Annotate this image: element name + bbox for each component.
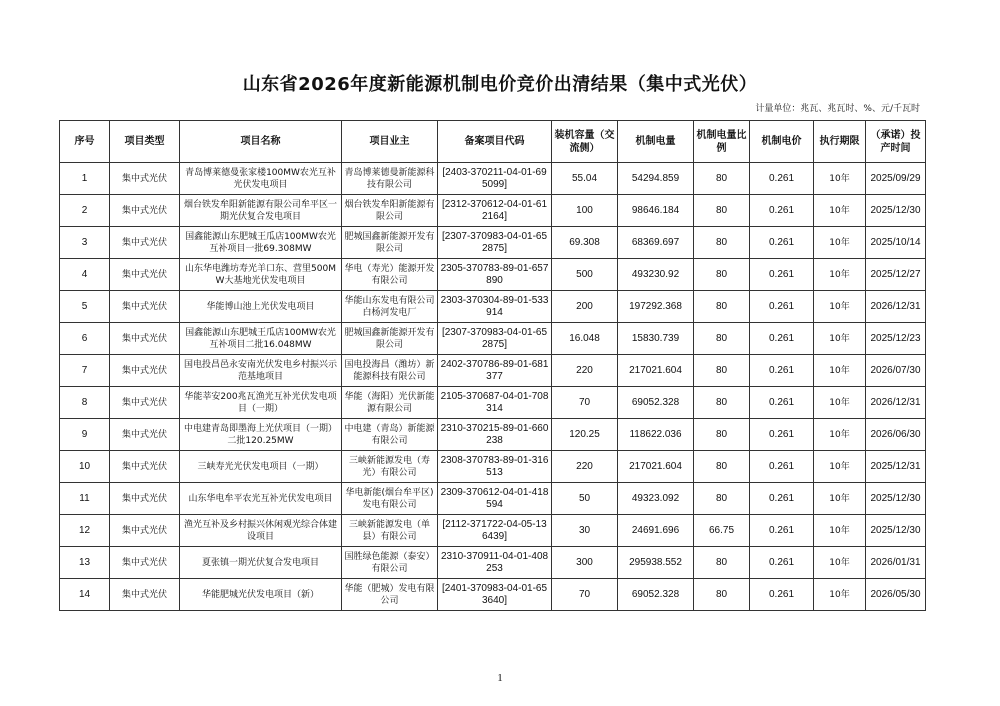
energy-ratio-cell: 80 [694, 323, 750, 355]
operation-date-cell: 2025/12/27 [866, 259, 926, 291]
energy-ratio-cell: 66.75 [694, 515, 750, 547]
mechanism-price-cell: 0.261 [750, 387, 814, 419]
mechanism-energy-cell: 49323.092 [618, 483, 694, 515]
mechanism-energy-cell: 493230.92 [618, 259, 694, 291]
energy-ratio-cell: 80 [694, 195, 750, 227]
table-row [60, 579, 926, 611]
mechanism-price-cell: 0.261 [750, 515, 814, 547]
table-row [60, 227, 926, 259]
mechanism-price-cell: 0.261 [750, 579, 814, 611]
capacity-cell: 16.048 [552, 323, 618, 355]
project-name-cell: 华能博山池上光伏发电项目 [180, 291, 342, 323]
project-type-cell: 集中式光伏 [110, 195, 180, 227]
filing-code-cell: 2310-370215-89-01-660238 [438, 419, 552, 451]
mechanism-price-cell: 0.261 [750, 483, 814, 515]
capacity-cell: 100 [552, 195, 618, 227]
execution-term-cell: 10年 [814, 483, 866, 515]
project-owner-cell: 烟台铁发牟阳新能源有限公司 [342, 195, 438, 227]
row-number-cell: 5 [60, 291, 110, 323]
mechanism-energy-cell: 24691.696 [618, 515, 694, 547]
page-title: 山东省2026年度新能源机制电价竞价出清结果（集中式光伏） [242, 74, 758, 95]
project-type-cell: 集中式光伏 [110, 515, 180, 547]
mechanism-price-cell: 0.261 [750, 195, 814, 227]
project-owner-cell: 华能山东发电有限公司白杨河发电厂 [342, 291, 438, 323]
operation-date-cell: 2026/12/31 [866, 291, 926, 323]
capacity-cell: 220 [552, 451, 618, 483]
row-number-cell: 7 [60, 355, 110, 387]
project-owner-cell: 华电（寿光）能源开发有限公司 [342, 259, 438, 291]
mechanism-energy-cell: 217021.604 [618, 355, 694, 387]
operation-date-cell: 2026/06/30 [866, 419, 926, 451]
capacity-cell: 69.308 [552, 227, 618, 259]
page-number: 1 [497, 672, 503, 684]
operation-date-cell: 2026/12/31 [866, 387, 926, 419]
results-table [59, 120, 926, 611]
mechanism-price-cell: 0.261 [750, 547, 814, 579]
execution-term-cell: 10年 [814, 259, 866, 291]
energy-ratio-cell: 80 [694, 355, 750, 387]
row-number-cell: 12 [60, 515, 110, 547]
execution-term-cell: 10年 [814, 355, 866, 387]
capacity-cell: 55.04 [552, 163, 618, 195]
table-row [60, 355, 926, 387]
operation-date-cell: 2025/10/14 [866, 227, 926, 259]
operation-date-cell: 2026/07/30 [866, 355, 926, 387]
capacity-cell: 120.25 [552, 419, 618, 451]
project-type-cell: 集中式光伏 [110, 579, 180, 611]
project-type-cell: 集中式光伏 [110, 419, 180, 451]
energy-ratio-cell: 80 [694, 163, 750, 195]
operation-date-cell: 2026/05/30 [866, 579, 926, 611]
row-number-cell: 2 [60, 195, 110, 227]
filing-code-cell: 2310-370911-04-01-408253 [438, 547, 552, 579]
mechanism-price-cell: 0.261 [750, 451, 814, 483]
unit-note: 计量单位：兆瓦、兆瓦时、%、元/千瓦时 [755, 104, 920, 114]
execution-term-cell: 10年 [814, 227, 866, 259]
column-header: 机制电价 [750, 121, 814, 163]
mechanism-price-cell: 0.261 [750, 163, 814, 195]
filing-code-cell: [2307-370983-04-01-652875] [438, 323, 552, 355]
table-row [60, 515, 926, 547]
column-header: 机制电量比例 [694, 121, 750, 163]
execution-term-cell: 10年 [814, 419, 866, 451]
project-owner-cell: 中电建（青岛）新能源有限公司 [342, 419, 438, 451]
mechanism-price-cell: 0.261 [750, 227, 814, 259]
mechanism-energy-cell: 15830.739 [618, 323, 694, 355]
capacity-cell: 500 [552, 259, 618, 291]
filing-code-cell: 2305-370783-89-01-657890 [438, 259, 552, 291]
operation-date-cell: 2025/12/23 [866, 323, 926, 355]
row-number-cell: 11 [60, 483, 110, 515]
operation-date-cell: 2025/12/30 [866, 195, 926, 227]
filing-code-cell: [2312-370612-04-01-612164] [438, 195, 552, 227]
project-owner-cell: 青岛博莱德曼新能源科技有限公司 [342, 163, 438, 195]
energy-ratio-cell: 80 [694, 579, 750, 611]
column-header: 装机容量（交流侧） [552, 121, 618, 163]
row-number-cell: 14 [60, 579, 110, 611]
filing-code-cell: [2112-371722-04-05-136439] [438, 515, 552, 547]
table-row [60, 419, 926, 451]
column-header: 备案项目代码 [438, 121, 552, 163]
filing-code-cell: 2309-370612-04-01-418594 [438, 483, 552, 515]
project-name-cell: 烟台铁发牟阳新能源有限公司牟平区一期光伏复合发电项目 [180, 195, 342, 227]
mechanism-energy-cell: 69052.328 [618, 579, 694, 611]
project-type-cell: 集中式光伏 [110, 259, 180, 291]
row-number-cell: 13 [60, 547, 110, 579]
execution-term-cell: 10年 [814, 387, 866, 419]
energy-ratio-cell: 80 [694, 227, 750, 259]
mechanism-price-cell: 0.261 [750, 259, 814, 291]
execution-term-cell: 10年 [814, 323, 866, 355]
table-row [60, 483, 926, 515]
project-owner-cell: 国电投海昌（潍坊）新能源科技有限公司 [342, 355, 438, 387]
table-row [60, 259, 926, 291]
filing-code-cell: [2403-370211-04-01-695099] [438, 163, 552, 195]
project-type-cell: 集中式光伏 [110, 483, 180, 515]
mechanism-energy-cell: 118622.036 [618, 419, 694, 451]
operation-date-cell: 2025/12/30 [866, 483, 926, 515]
filing-code-cell: 2105-370687-04-01-708314 [438, 387, 552, 419]
table-row [60, 387, 926, 419]
mechanism-energy-cell: 54294.859 [618, 163, 694, 195]
project-name-cell: 国鑫能源山东肥城王瓜店100MW农光互补项目一批69.308MW [180, 227, 342, 259]
mechanism-energy-cell: 98646.184 [618, 195, 694, 227]
operation-date-cell: 2025/09/29 [866, 163, 926, 195]
mechanism-price-cell: 0.261 [750, 355, 814, 387]
project-name-cell: 渔光互补及乡村振兴休闲观光综合体建设项目 [180, 515, 342, 547]
table-body [60, 163, 926, 611]
operation-date-cell: 2026/01/31 [866, 547, 926, 579]
operation-date-cell: 2025/12/31 [866, 451, 926, 483]
project-type-cell: 集中式光伏 [110, 387, 180, 419]
table-row [60, 195, 926, 227]
filing-code-cell: 2308-370783-89-01-316513 [438, 451, 552, 483]
column-header: （承诺）投产时间 [866, 121, 926, 163]
capacity-cell: 50 [552, 483, 618, 515]
capacity-cell: 30 [552, 515, 618, 547]
column-header: 机制电量 [618, 121, 694, 163]
capacity-cell: 220 [552, 355, 618, 387]
table-row [60, 163, 926, 195]
table-row [60, 547, 926, 579]
energy-ratio-cell: 80 [694, 451, 750, 483]
project-type-cell: 集中式光伏 [110, 291, 180, 323]
project-owner-cell: 肥城国鑫新能源开发有限公司 [342, 323, 438, 355]
column-header: 项目类型 [110, 121, 180, 163]
project-name-cell: 青岛博莱德曼张家楼100MW农光互补光伏发电项目 [180, 163, 342, 195]
energy-ratio-cell: 80 [694, 483, 750, 515]
execution-term-cell: 10年 [814, 195, 866, 227]
execution-term-cell: 10年 [814, 291, 866, 323]
project-name-cell: 国鑫能源山东肥城王瓜店100MW农光互补项目二批16.048MW [180, 323, 342, 355]
row-number-cell: 6 [60, 323, 110, 355]
row-number-cell: 10 [60, 451, 110, 483]
project-owner-cell: 三峡新能源发电（寿光）有限公司 [342, 451, 438, 483]
execution-term-cell: 10年 [814, 451, 866, 483]
project-type-cell: 集中式光伏 [110, 451, 180, 483]
project-owner-cell: 三峡新能源发电（单县）有限公司 [342, 515, 438, 547]
project-name-cell: 中电建青岛即墨海上光伏项目（一期）二批120.25MW [180, 419, 342, 451]
project-owner-cell: 华能（肥城）发电有限公司 [342, 579, 438, 611]
capacity-cell: 200 [552, 291, 618, 323]
mechanism-energy-cell: 217021.604 [618, 451, 694, 483]
table-row [60, 291, 926, 323]
energy-ratio-cell: 80 [694, 387, 750, 419]
row-number-cell: 4 [60, 259, 110, 291]
table-header-row [60, 121, 926, 163]
row-number-cell: 3 [60, 227, 110, 259]
project-name-cell: 三峡寿光光伏发电项目（一期） [180, 451, 342, 483]
project-name-cell: 华能莘安200兆瓦渔光互补光伏发电项目（一期） [180, 387, 342, 419]
project-type-cell: 集中式光伏 [110, 163, 180, 195]
mechanism-price-cell: 0.261 [750, 323, 814, 355]
filing-code-cell: 2402-370786-89-01-681377 [438, 355, 552, 387]
mechanism-energy-cell: 68369.697 [618, 227, 694, 259]
project-type-cell: 集中式光伏 [110, 547, 180, 579]
energy-ratio-cell: 80 [694, 419, 750, 451]
project-type-cell: 集中式光伏 [110, 323, 180, 355]
capacity-cell: 70 [552, 387, 618, 419]
project-name-cell: 夏张镇一期光伏复合发电项目 [180, 547, 342, 579]
row-number-cell: 9 [60, 419, 110, 451]
project-name-cell: 山东华电潍坊寿光羊口东、营里500MW大基地光伏发电项目 [180, 259, 342, 291]
project-owner-cell: 肥城国鑫新能源开发有限公司 [342, 227, 438, 259]
execution-term-cell: 10年 [814, 163, 866, 195]
execution-term-cell: 10年 [814, 547, 866, 579]
capacity-cell: 70 [552, 579, 618, 611]
mechanism-energy-cell: 295938.552 [618, 547, 694, 579]
capacity-cell: 300 [552, 547, 618, 579]
project-name-cell: 山东华电牟平农光互补光伏发电项目 [180, 483, 342, 515]
table-row [60, 323, 926, 355]
column-header: 项目名称 [180, 121, 342, 163]
project-owner-cell: 华电新能(烟台牟平区)发电有限公司 [342, 483, 438, 515]
filing-code-cell: [2307-370983-04-01-652875] [438, 227, 552, 259]
project-type-cell: 集中式光伏 [110, 355, 180, 387]
filing-code-cell: 2303-370304-89-01-533914 [438, 291, 552, 323]
execution-term-cell: 10年 [814, 579, 866, 611]
energy-ratio-cell: 80 [694, 291, 750, 323]
project-owner-cell: 华能（海阳）光伏新能源有限公司 [342, 387, 438, 419]
project-name-cell: 国电投昌邑永安南光伏发电乡村振兴示范基地项目 [180, 355, 342, 387]
project-owner-cell: 国胜绿色能源（泰安）有限公司 [342, 547, 438, 579]
mechanism-energy-cell: 197292.368 [618, 291, 694, 323]
row-number-cell: 1 [60, 163, 110, 195]
table-row [60, 451, 926, 483]
mechanism-price-cell: 0.261 [750, 419, 814, 451]
column-header: 执行期限 [814, 121, 866, 163]
mechanism-energy-cell: 69052.328 [618, 387, 694, 419]
project-type-cell: 集中式光伏 [110, 227, 180, 259]
energy-ratio-cell: 80 [694, 547, 750, 579]
execution-term-cell: 10年 [814, 515, 866, 547]
column-header: 项目业主 [342, 121, 438, 163]
project-name-cell: 华能肥城光伏发电项目（新） [180, 579, 342, 611]
operation-date-cell: 2025/12/30 [866, 515, 926, 547]
mechanism-price-cell: 0.261 [750, 291, 814, 323]
column-header: 序号 [60, 121, 110, 163]
energy-ratio-cell: 80 [694, 259, 750, 291]
row-number-cell: 8 [60, 387, 110, 419]
filing-code-cell: [2401-370983-04-01-653640] [438, 579, 552, 611]
